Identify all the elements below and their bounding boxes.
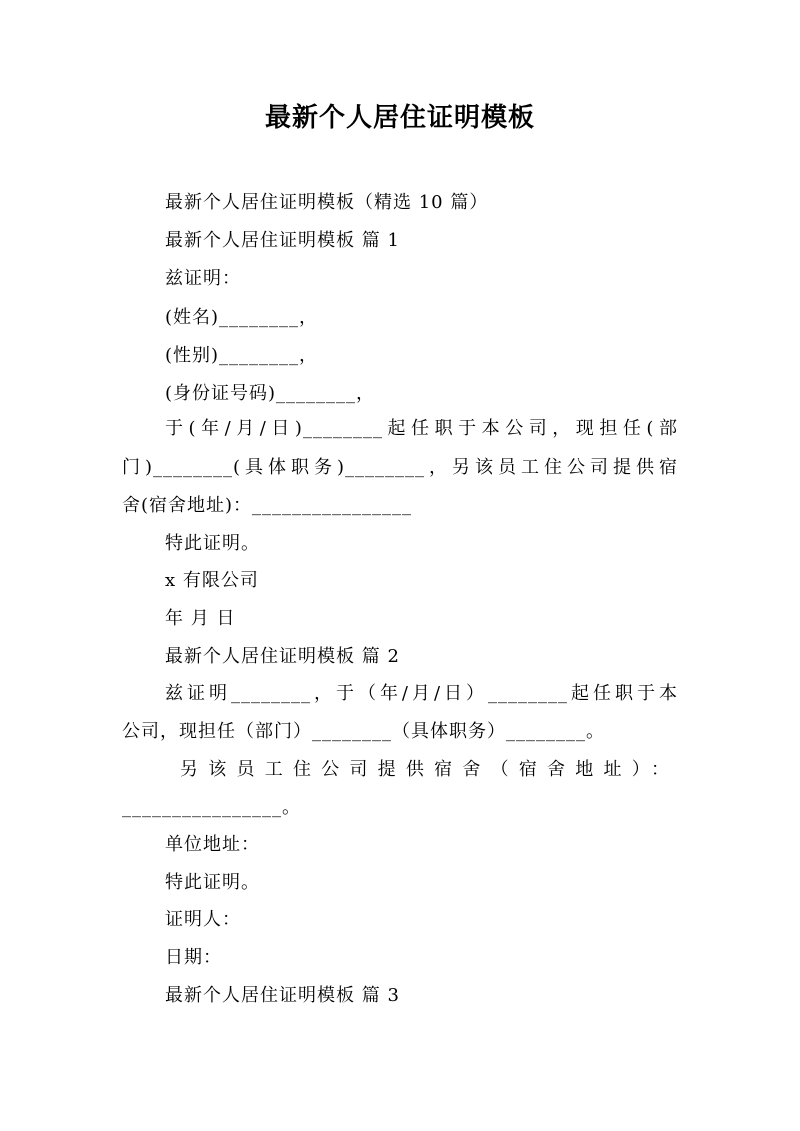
- body-paragraph-line: 门)________(具体职务)________，另该员工住公司提供宿: [122, 457, 678, 478]
- closing-line: 特此证明。: [165, 872, 260, 893]
- certify-label: 兹证明：: [165, 268, 241, 289]
- body-paragraph-line: 舍(宿舍地址)：________________: [122, 495, 413, 516]
- section-heading-3: 最新个人居住证明模板 篇 3: [165, 985, 400, 1006]
- section-heading-1: 最新个人居住证明模板 篇 1: [165, 230, 400, 251]
- section-heading-2: 最新个人居住证明模板 篇 2: [165, 646, 400, 667]
- unit-address-line: 单位地址：: [165, 834, 260, 855]
- gender-field-line: (性别)________，: [165, 345, 319, 366]
- closing-line: 特此证明。: [165, 533, 260, 554]
- body-paragraph-line: 另该员工住公司提供宿舍（宿舍地址）：: [180, 759, 670, 780]
- body-paragraph-line: 兹证明________，于（年/月/日）________起任职于本: [165, 683, 678, 704]
- company-line: x 有限公司: [165, 570, 259, 591]
- body-paragraph-line: 公司，现担任（部门）________（具体职务）________。: [122, 721, 605, 742]
- body-paragraph-line: ________________。: [122, 797, 301, 818]
- certifier-line: 证明人：: [165, 909, 241, 930]
- document-title: 最新个人居住证明模板: [264, 103, 535, 133]
- intro-line: 最新个人居住证明模板（精选 10 篇）: [165, 192, 489, 213]
- date-line: 日期：: [165, 947, 222, 968]
- body-paragraph-line: 于(年/月/日)________起任职于本公司，现担任(部: [165, 418, 678, 439]
- id-number-field-line: (身份证号码)________，: [165, 383, 376, 404]
- date-line: 年 月 日: [165, 608, 236, 629]
- name-field-line: (姓名)________，: [165, 307, 319, 328]
